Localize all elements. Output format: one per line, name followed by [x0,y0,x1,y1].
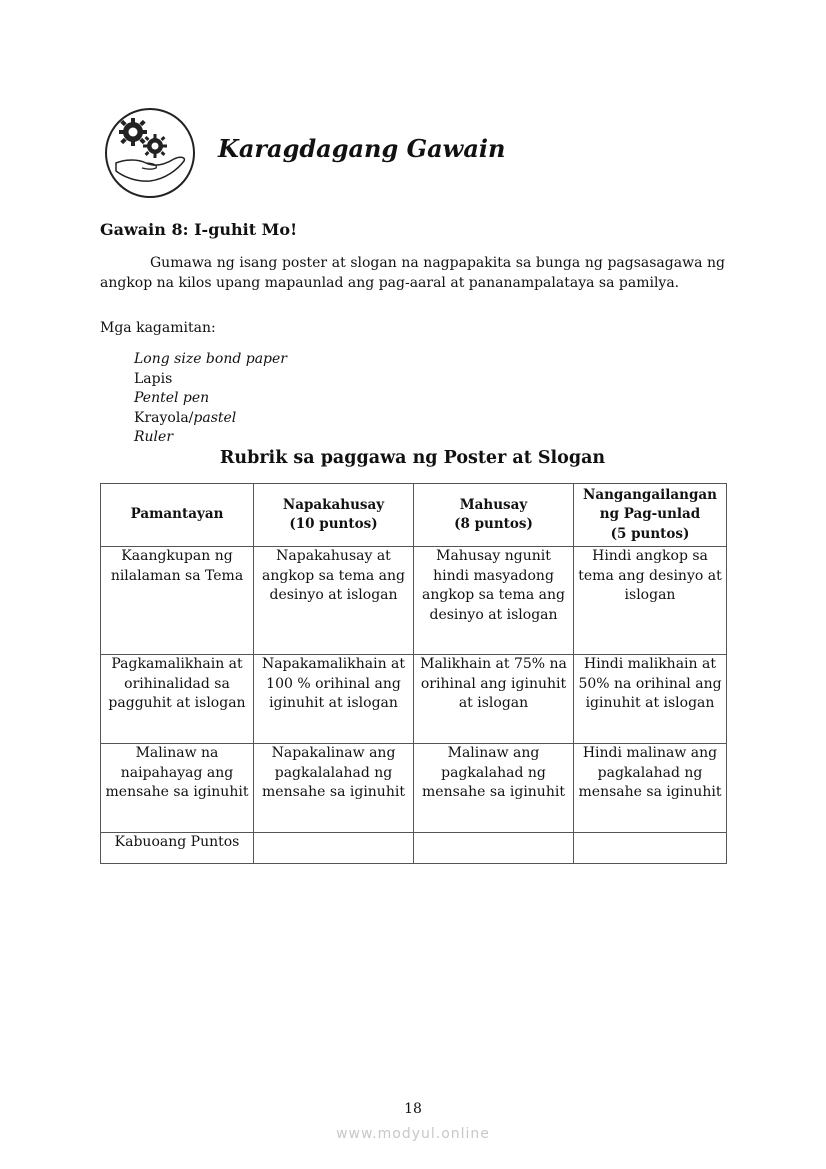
materials-label: Mga kagamitan: [100,320,216,336]
material-item: Ruler [134,429,174,445]
material-item-text: Krayola/ [134,409,194,426]
rubric-table [100,483,727,864]
watermark: www.modyul.online [336,1126,490,1142]
rubric-title: Rubrik sa paggawa ng Poster at Slogan [219,448,606,468]
table-cell: Napakalinaw ang pagkalalahad ng mensahe sa iginuhit [254,744,414,833]
table-cell: Hindi malinaw ang pagkalahad ng mensahe sa iginuhit [574,744,727,833]
page-number: 18 [404,1101,422,1117]
table-cell: Pagkamalikhain at orihinalidad sa pagguhit at islogan [101,655,254,744]
table-row [101,655,727,744]
materials-list [134,350,287,448]
table-cell: Hindi malikhain at 50% na orihinal ang iginuhit at islogan [574,655,727,744]
header-cell-pamantayan: Pamantayan [101,484,254,547]
material-item: Long size bond paper [134,351,287,367]
table-cell: Malikhain at 75% na orihinal ang iginuhit at islogan [414,655,574,744]
table-cell: Kaangkupan ng nilalaman sa Tema [101,547,254,655]
header-cell-nangangailangan: Nangangailangan ng Pag-unlad (5 puntos) [574,484,727,547]
material-item [134,409,287,429]
table-cell-empty [574,833,727,864]
table-row [101,744,727,833]
table-header-row [101,484,727,547]
material-item: Pentel pen [134,390,210,406]
table-cell: Napakahusay at angkop sa tema ang desinyo at islogan [254,547,414,655]
table-cell-empty [254,833,414,864]
table-cell: Napakamalikhain at 100 % orihinal ang iginuhit at islogan [254,655,414,744]
material-item-italic-text: pastel [193,409,237,426]
table-cell: Hindi angkop sa tema ang desinyo at islogan [574,547,727,655]
header-cell-napakahusay: Napakahusay (10 puntos) [254,484,414,547]
activity-title: Gawain 8: I-guhit Mo! [100,220,298,239]
material-item: Lapis [134,370,173,387]
total-label-cell: Kabuoang Puntos [101,833,254,864]
table-cell: Malinaw na naipahayag ang mensahe sa iginuhit [101,744,254,833]
gears-on-hand-icon [104,107,196,199]
table-cell: Mahusay ngunit hindi masyadong angkop sa tema ang desinyo at islogan [414,547,574,655]
table-cell-empty [414,833,574,864]
table-row [101,547,727,655]
table-row-total [101,833,727,864]
activity-instruction: Gumawa ng isang poster at slogan na nagpapakita sa bunga ng pagsasagawa ng angkop na kilos upang mapaunlad ang pag-aaral at pananampalataya sa pamilya. [100,255,725,291]
table-cell: Malinaw ang pagkalahad ng mensahe sa iginuhit [414,744,574,833]
header-cell-mahusay: Mahusay (8 puntos) [414,484,574,547]
section-title: Karagdagang Gawain [218,134,506,163]
